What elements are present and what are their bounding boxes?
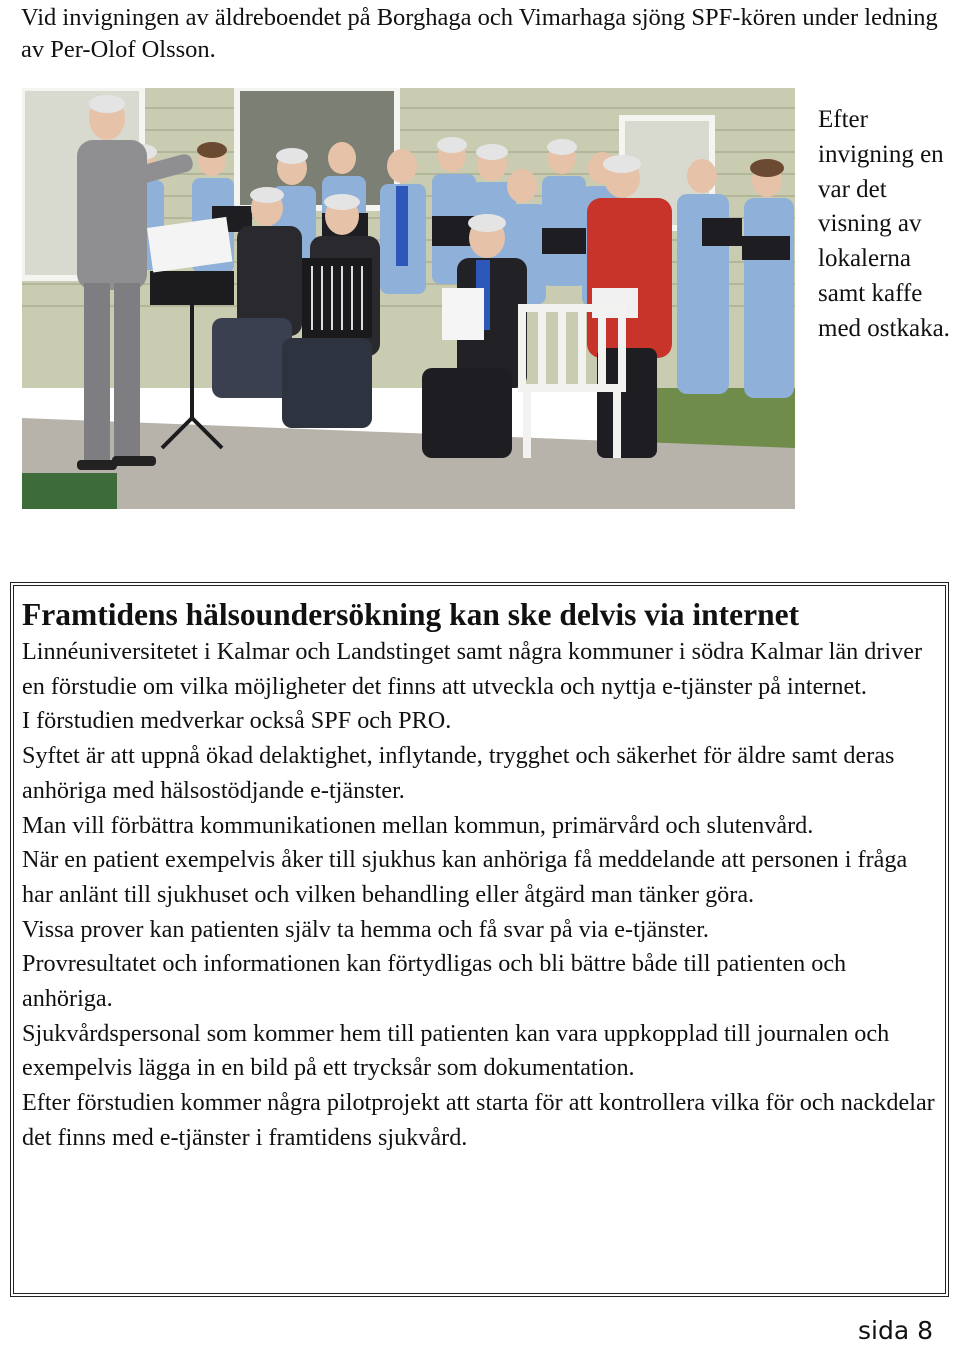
article-paragraph: Vissa prover kan patienten själv ta hemma och få svar på via e-tjänster. — [22, 915, 709, 943]
article-paragraph: Man vill förbättra kommunikationen mellan kommun, primärvård och slutenvård. — [22, 811, 814, 839]
side-photo-caption: Efter invigning en var det visning av lokalerna samt kaffe med ostkaka. — [818, 106, 950, 342]
article-body — [22, 635, 937, 1156]
article-paragraph: Linnéuniversitetet i Kalmar och Landstinget samt några kommuner i södra Kalmar län driver en förstudie om vilka möjligheter det finns att utveckla och nyttja e-tjänster på internet. — [22, 638, 923, 700]
choir-photo — [22, 88, 795, 509]
article-heading: Framtidens hälsoundersökning kan ske delvis via internet — [22, 597, 800, 632]
article-box — [10, 582, 949, 1297]
article-paragraph: Syftet är att uppnå ökad delaktighet, inflytande, trygghet och säkerhet för äldre samt deras anhöriga med hälsostödjande e-tjänster. — [22, 742, 895, 804]
article-paragraph: Provresultatet och informationen kan förtydligas och bli bättre både till patienten och anhöriga. — [22, 950, 847, 1013]
article-paragraph: Efter förstudien kommer några pilotprojekt att starta för att kontrollera vilka för och nackdelar det finns med e-tjänster i framtidens sjukvård. — [22, 1089, 935, 1151]
page-number: sida 8 — [858, 1316, 934, 1345]
top-photo-caption: Vid invigningen av äldreboendet på Borghaga och Vimarhaga sjöng SPF-kören under ledning av Per-Olof Olsson. — [21, 4, 938, 63]
article-paragraph: När en patient exempelvis åker till sjukhus kan anhöriga få meddelande att personen i fråga har anlänt till sjukhuset och vilken behandling eller åtgärd man tänker göra. — [22, 846, 908, 908]
article-paragraph: Sjukvårdspersonal som kommer hem till patienten kan vara uppkopplad till journalen och exempelvis lägga in en bild på ett trycksår som dokumentation. — [22, 1019, 890, 1082]
article-paragraph: I förstudien medverkar också SPF och PRO. — [22, 707, 452, 735]
choir-photo-illustration — [22, 88, 795, 509]
